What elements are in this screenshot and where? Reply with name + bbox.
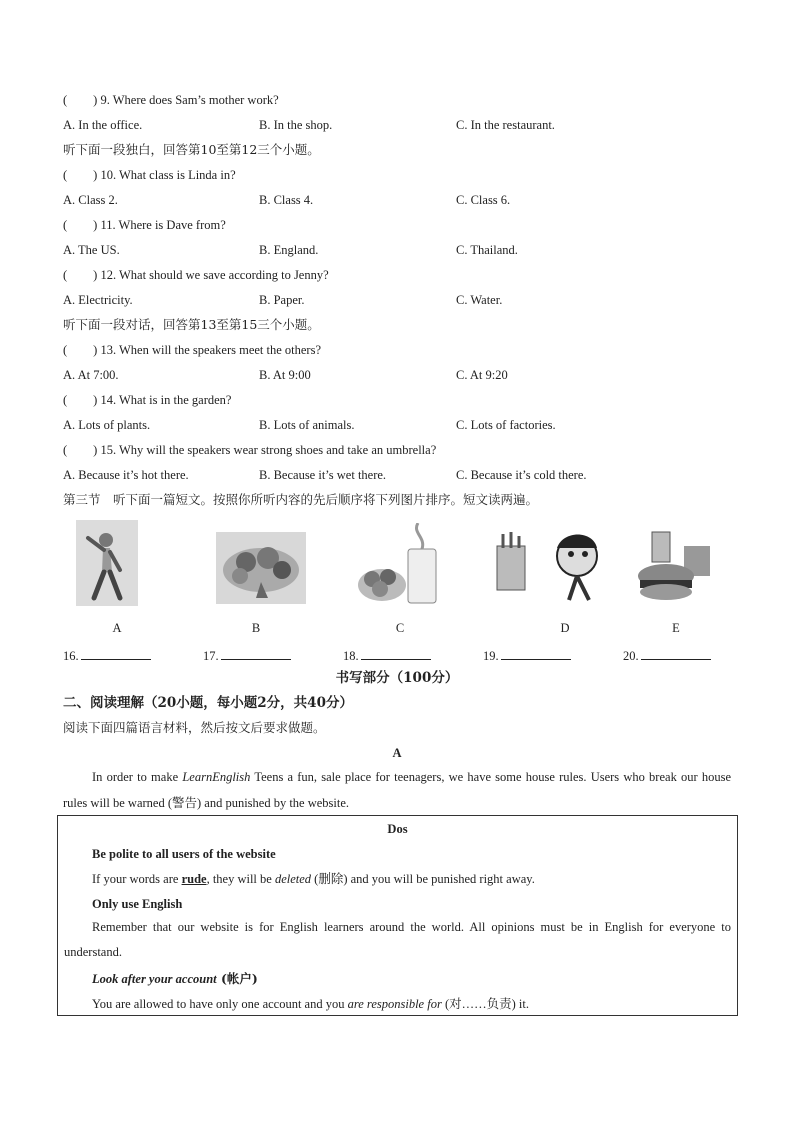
option-b: B. Class 4. <box>259 193 314 207</box>
question-12-stem: ( ) 12. What should we save according to Jenny? <box>63 268 329 282</box>
question-10-stem: ( ) 10. What class is Linda in? <box>63 168 236 182</box>
section-note: 听下面一段独白，回答第10至第12三个小题。 <box>63 142 320 157</box>
box-title: Dos <box>387 822 408 836</box>
option-b: B. Paper. <box>259 293 305 307</box>
option-c: C. Class 6. <box>456 193 511 207</box>
picture-label-d: D <box>560 621 570 635</box>
fruit-basket-icon <box>216 532 306 604</box>
option-b: B. At 9:00 <box>259 368 311 382</box>
answer-blank-18[interactable]: 18. <box>343 647 431 664</box>
passage-intro: In order to make LearnEnglish Teens a fun, sale place for teenagers, we have some house rules. Users who break our house rules will be warned (警告) and punished by the website. <box>63 770 732 810</box>
answer-paren[interactable]: ( ) <box>63 268 98 282</box>
reading-heading: 二、阅读理解（20小题，每小题2分，共40分） <box>63 695 353 711</box>
answer-blank-20[interactable]: 20. <box>623 647 711 664</box>
rule-1-text: If your words are rude, they will be deleted (删除) and you will be punished right away. <box>92 872 535 886</box>
picture-label-c: C <box>395 621 405 635</box>
option-c: C. In the restaurant. <box>456 118 555 132</box>
option-b: B. In the shop. <box>259 118 333 132</box>
option-c: C. Because it’s cold there. <box>456 468 587 482</box>
question-11-stem: ( ) 11. Where is Dave from? <box>63 218 226 232</box>
option-a: A. In the office. <box>63 118 143 132</box>
question-13-stem: ( ) 13. When will the speakers meet the others? <box>63 343 322 357</box>
option-a: A. Because it’s hot there. <box>63 468 189 482</box>
option-a: A. Class 2. <box>63 193 118 207</box>
option-a: A. At 7:00. <box>63 368 119 382</box>
boy-eating-fries-icon <box>493 530 615 606</box>
exercise-icon <box>76 520 138 606</box>
passage-label: A <box>392 746 402 760</box>
option-a: A. Electricity. <box>63 293 133 307</box>
eggs-and-milk-icon <box>356 523 448 606</box>
option-c: C. At 9:20 <box>456 368 508 382</box>
option-a: A. The US. <box>63 243 120 257</box>
writing-part-heading: 书写部分（100分） <box>335 670 459 686</box>
answer-paren[interactable]: ( ) <box>63 393 98 407</box>
reading-instruction: 阅读下面四篇语言材料，然后按文后要求做题。 <box>63 720 326 735</box>
answer-paren[interactable]: ( ) <box>63 218 98 232</box>
answer-blank-17[interactable]: 17. <box>203 647 291 664</box>
fast-food-icon <box>636 528 718 606</box>
rule-3-title: Look after your account (帐户) <box>92 971 258 986</box>
answer-paren[interactable]: ( ) <box>63 168 98 182</box>
question-9-stem: ( ) 9. Where does Sam’s mother work? <box>63 93 279 107</box>
question-14-stem: ( ) 14. What is in the garden? <box>63 393 232 407</box>
rule-2-text: Remember that our website is for English learners around the world. All opinions must be in English for everyone to understand. <box>64 920 731 959</box>
rule-1-title: Be polite to all users of the website <box>92 847 276 861</box>
option-c: C. Thailand. <box>456 243 518 257</box>
option-b: B. Lots of animals. <box>259 418 355 432</box>
option-c: C. Lots of factories. <box>456 418 556 432</box>
option-b: B. England. <box>259 243 319 257</box>
option-a: A. Lots of plants. <box>63 418 151 432</box>
section-note: 听下面一段对话，回答第13至第15三个小题。 <box>63 317 320 332</box>
answer-blank-16[interactable]: 16. <box>63 647 151 664</box>
picture-label-a: A <box>112 621 122 635</box>
section-3-title: 第三节 听下面一篇短文。按照你所听内容的先后顺序将下列图片排序。短文读两遍。 <box>63 492 539 507</box>
picture-label-b: B <box>251 621 261 635</box>
answer-paren[interactable]: ( ) <box>63 443 98 457</box>
question-15-stem: ( ) 15. Why will the speakers wear strong shoes and take an umbrella? <box>63 443 437 457</box>
answer-paren[interactable]: ( ) <box>63 93 98 107</box>
option-c: C. Water. <box>456 293 503 307</box>
rules-box <box>57 815 738 1016</box>
rule-2-title: Only use English <box>92 897 183 911</box>
answer-paren[interactable]: ( ) <box>63 343 98 357</box>
picture-label-e: E <box>672 621 680 635</box>
answer-blank-19[interactable]: 19. <box>483 647 571 664</box>
option-b: B. Because it’s wet there. <box>259 468 387 482</box>
rule-3-text: You are allowed to have only one account and you are responsible for (对……负责) it. <box>92 997 529 1011</box>
